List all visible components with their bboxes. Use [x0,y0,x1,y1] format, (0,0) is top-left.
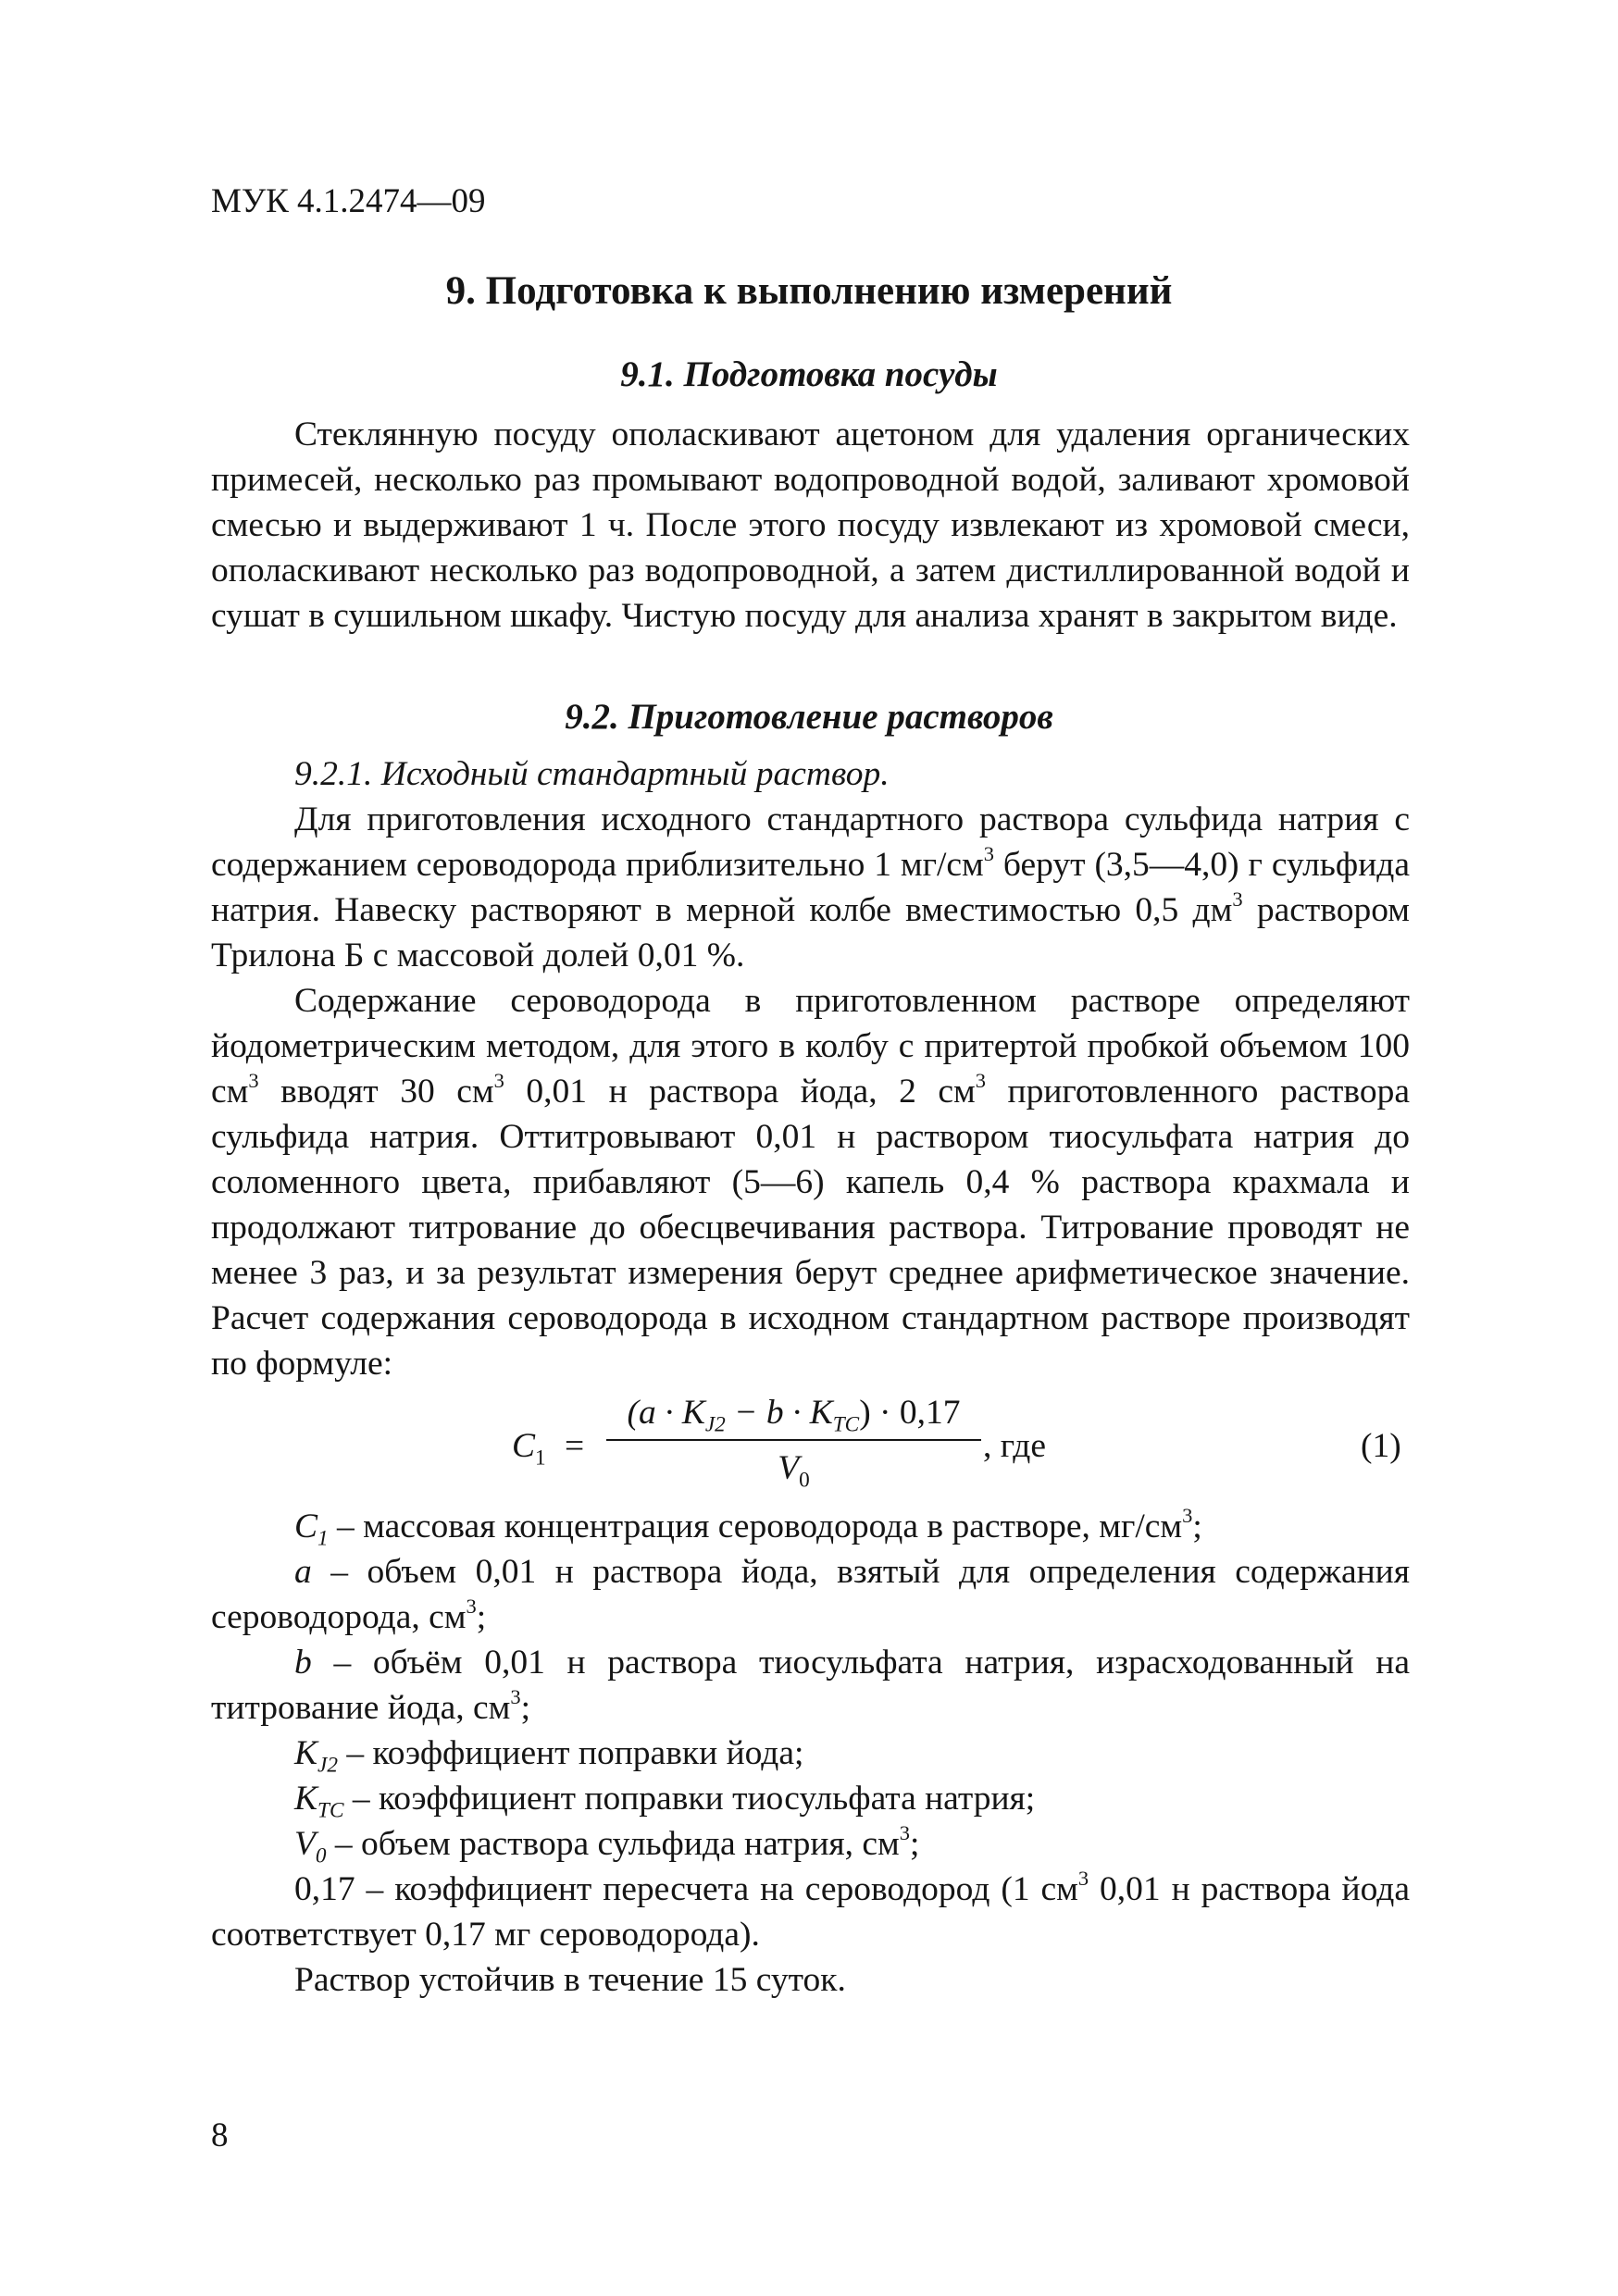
definition-kj2: $K_{J2}$ – коэффициент поправки йода; [294,1734,804,1778]
item-title-9-2-1: 9.2.1. Исходный стандартный раствор. [294,755,890,793]
paragraph-text: Стеклянную посуду ополаскивают ацетоном для удаления органических примесей, несколько раз промывают водопроводной водой, заливают хромовой смесью и выдерживают 1 ч. После этого посуду извлекают из хромовой смеси, ополаскивают несколько раз водопроводной, а затем дистиллированной водой и сушат в сушильном шкафу. Чистую посуду для анализа хранят в закрытом виде. [211,416,1410,635]
stability-note: Раствор устойчив в течение 15 суток. [294,1961,846,1999]
definition-c1: $C_1$ – массовая концентрация сероводорода в растворе, $мг/см^3$; [294,1504,1202,1551]
formula-denominator: $V_0$ [778,1449,810,1493]
document-code: МУК 4.1.2474—09 [211,182,486,220]
page-number: 8 [211,2116,229,2154]
formula-lhs: $C_1$ [512,1427,546,1471]
subsection-title-9-1: 9.1. Подготовка посуды [620,354,998,394]
formula-1 [0,1393,1618,1513]
formula-numerator: $(a \cdot K_{J2} - b \cdot K_{TC}) \cdot 0,17$ [627,1394,961,1437]
formula-fraction-bar [606,1439,981,1441]
section-title: 9. Подготовка к выполнению измерений [445,269,1173,313]
definition-ktc: $K_{TC}$ – коэффициент поправки тиосульфата натрия; [294,1780,1036,1823]
definition-0-17: 0,17 – коэффициент пересчета на сероводород (1 $см^3$ 0,01 н раствора йода соответствует 0,17 мг сероводорода). [211,1867,1410,1954]
section-9-2-body [211,751,1410,1386]
paragraph-glassware [211,412,1410,639]
formula-number: (1) [1361,1427,1401,1465]
definition-b: b – объём 0,01 н раствора тиосульфата натрия, израсходованный на титрование йода, $см^3$; [211,1644,1410,1727]
definition-v0: $V_0$ – объем раствора сульфида натрия, $см^3$; [294,1821,920,1868]
definition-a: a – объем 0,01 н раствора йода, взятый для определения содержания сероводорода, $см^3$; [211,1553,1410,1636]
paragraph-titration: Содержание сероводорода в приготовленном растворе определяют йодометрическим методом, для этого в колбу с притертой пробкой объемом 100 $см^3$ вводят 30 $см^3$ 0,01 н раствора йода, 2 $см^3$ приготовленного раствора сульфида натрия. Оттитровывают 0,01 н раствором тиосульфата натрия до соломенного цвета, прибавляют (5—6) капель 0,4 % раствора крахмала и продолжают титрование до обесцвечивания раствора. Титрование проводят не менее 3 раз, и за результат измерения берут среднее арифметическое значение. Расчет содержания сероводорода в исходном стандартном растворе производят по формуле: [211,982,1410,1383]
formula-equals: = [565,1427,585,1465]
formula-suffix: , где [983,1427,1046,1465]
paragraph-preparation: Для приготовления исходного стандартного раствора сульфида натрия с содержанием сероводорода приблизительно 1 $мг/см^3$ берут (3,5—4,0) г сульфида натрия. Навеску растворяют в мерной колбе вместимостью 0,5 $дм^3$ раствором Трилона Б с массовой долей 0,01 %. [211,800,1410,974]
definitions-list [211,1504,1410,2003]
subsection-title-9-2: 9.2. Приготовление растворов [565,697,1053,737]
